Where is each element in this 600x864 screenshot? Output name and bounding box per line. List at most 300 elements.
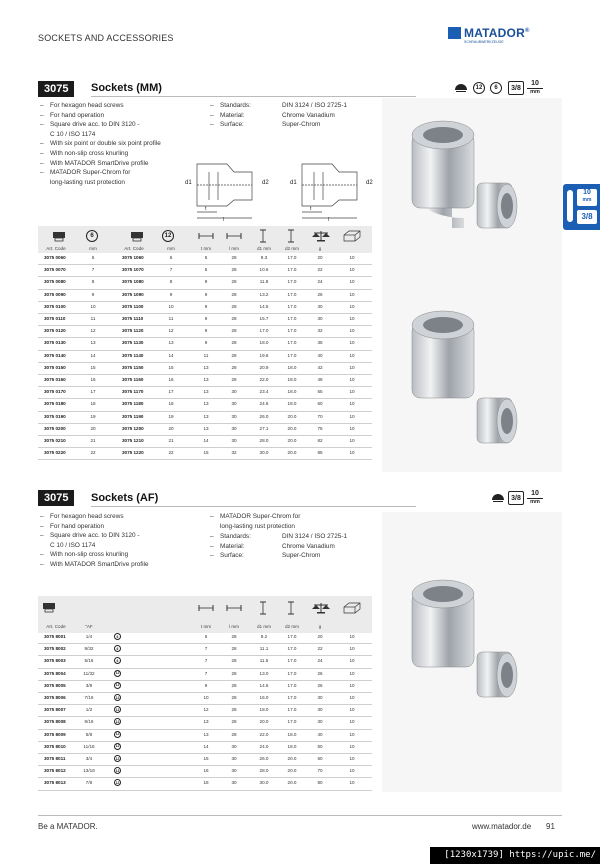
table-cell: 12 [168, 328, 174, 334]
feature-list: – For hexagon head screws – For hand operation – Square drive acc. to DIN 3120 - C 10 / ISO 1174 – With non-slip cross knurling – With MATADOR SmartDrive profile [40, 512, 200, 570]
table-cell: 10 [349, 731, 355, 737]
tab-drive-badge: 3/8 [577, 210, 597, 224]
table-cell: 40 [317, 352, 323, 358]
article-code: 3075 1070 [122, 267, 144, 273]
footer-url[interactable]: www.matador.de [472, 822, 532, 831]
table-cell: 10 [349, 756, 355, 761]
table-cell: 14.6 [259, 682, 269, 688]
row-divider [38, 423, 372, 424]
table-cell: 28 [231, 377, 237, 382]
table-cell: 28 [231, 303, 237, 309]
socket-dimension-diagram [182, 160, 382, 222]
diameter-d1-icon [259, 601, 267, 615]
table-cell: 13.0 [259, 670, 269, 676]
table-cell: 20.0 [259, 719, 269, 725]
table-cell: 18.0 [259, 340, 269, 346]
table-cell: 13 [203, 719, 209, 725]
table-cell: 3/8 [85, 682, 93, 688]
column-header: d2 mm [284, 246, 300, 251]
table-cell: 17.0 [287, 316, 297, 321]
column-header: Art. Code [124, 246, 144, 251]
table-cell: 7/8 [85, 780, 93, 786]
article-code: 3075 1090 [122, 291, 144, 297]
table-cell: 10 [349, 695, 355, 700]
table-cell: 19.6 [259, 352, 269, 358]
column-header: mm [167, 246, 175, 251]
row-divider [38, 655, 372, 656]
d1-label: d1 [290, 180, 297, 186]
profile-icon [114, 743, 121, 750]
row-divider [38, 777, 372, 778]
article-code: 3075 1150 [122, 364, 144, 370]
table-cell: 18.0 [287, 401, 297, 407]
article-code: 3075 1220 [122, 450, 144, 456]
column-header: t mm [200, 246, 212, 251]
profile-icon [114, 657, 121, 664]
article-code: 3075 8003 [44, 658, 66, 664]
row-divider [38, 643, 372, 644]
table-cell: 80 [317, 780, 323, 786]
table-cell: 13 [203, 389, 209, 395]
row-divider [38, 459, 372, 460]
column-header: d1 mm [256, 246, 272, 251]
table-cell: 30 [317, 719, 323, 725]
table-cell: 5 [204, 255, 208, 260]
article-code: 3075 0120 [44, 328, 66, 334]
table-cell: 10 [349, 340, 355, 346]
column-header: mm [89, 246, 97, 251]
table-cell: 28 [231, 340, 237, 346]
10-mm-icon: 10 mm [527, 80, 543, 96]
table-cell: 20 [317, 634, 323, 639]
product-photo [382, 512, 562, 792]
table-cell: 5/16 [84, 658, 94, 664]
table-cell: 28 [231, 328, 237, 334]
profile-icon [114, 731, 121, 738]
row-divider [38, 289, 372, 290]
length-l-icon [226, 604, 242, 612]
table-cell: 9/16 [84, 719, 94, 725]
table-cell: 16.0 [259, 695, 269, 700]
article-code: 3075 0170 [44, 389, 66, 395]
table-cell: 28.0 [259, 768, 269, 774]
table-cell: 21 [90, 438, 96, 443]
table-cell: 11.1 [259, 646, 269, 652]
category-tab[interactable] [563, 184, 600, 230]
profile-label: 12 [115, 695, 120, 700]
table-cell: 28 [231, 291, 237, 297]
table-cell: 17.0 [287, 328, 297, 334]
sockets-af-table [38, 596, 372, 796]
table-cell: 9 [204, 682, 208, 688]
table-cell: 28 [231, 364, 237, 370]
table-cell: 32 [317, 328, 323, 334]
spec-list: – Standards: DIN 3124 / ISO 2725-1 – Material: Chrome Vanadium – Surface: Super-Chrom [210, 532, 410, 561]
row-divider [38, 301, 372, 302]
l-label: l [223, 217, 225, 222]
table-cell: 18.0 [287, 389, 297, 395]
article-code: 3075 0090 [44, 291, 66, 297]
table-cell: 10 [349, 682, 355, 688]
table-cell: 10 [90, 303, 96, 309]
article-code: 3075 1120 [122, 328, 144, 334]
column-header: g [318, 624, 322, 629]
table-cell: 20 [317, 255, 323, 260]
drive-icon [453, 81, 469, 95]
socket-illustration [382, 98, 562, 472]
row-divider [38, 411, 372, 412]
table-cell: 22 [317, 267, 323, 273]
table-cell: 17 [168, 389, 174, 395]
profile-label: 12 [115, 768, 120, 773]
brand-name: MATADOR® [464, 26, 530, 40]
table-cell: 20 [168, 425, 174, 431]
article-code: 3075 8012 [44, 768, 66, 774]
table-cell: 22 [168, 450, 174, 456]
table-cell: 70 [317, 768, 323, 774]
table-cell: 26 [317, 670, 323, 676]
table-cell: 35 [317, 340, 323, 346]
table-cell: 20.0 [287, 438, 297, 443]
table-cell: 17.0 [259, 328, 269, 334]
table-cell: 18 [90, 401, 96, 407]
table-cell: 14 [203, 743, 209, 749]
table-cell: 10 [349, 291, 355, 297]
table-cell: 10 [349, 438, 355, 443]
table-cell: 13 [203, 377, 209, 382]
table-cell: 9.3 [260, 255, 268, 260]
profile-icon [114, 718, 121, 725]
table-cell: 13/16 [83, 768, 95, 774]
table-cell: 18.0 [287, 377, 297, 382]
table-cell: 17.0 [287, 695, 297, 700]
table-cell: 28 [231, 707, 237, 713]
wrench-icon [567, 190, 573, 222]
table-cell: 10 [349, 389, 355, 395]
socket-head-icon [42, 602, 56, 613]
table-cell: 70 [317, 413, 323, 419]
table-cell: 60 [317, 756, 323, 761]
profile-icon [114, 706, 121, 713]
table-cell: 82 [317, 438, 323, 443]
table-cell: 17.0 [287, 646, 297, 652]
row-divider [38, 753, 372, 754]
table-cell: 40 [317, 731, 323, 737]
article-code: 3075 0080 [44, 279, 66, 285]
table-cell: 10 [349, 255, 355, 260]
table-cell: 22 [317, 646, 323, 652]
6-point-icon [86, 230, 98, 242]
table-cell: 9 [204, 279, 208, 285]
table-cell: 12 [203, 707, 209, 713]
table-cell: 9 [204, 303, 208, 309]
diameter-d2-icon [287, 229, 295, 243]
brand-logo [448, 26, 530, 44]
3/8-drive-icon: 3/8 [508, 81, 524, 95]
article-code: 3075 8006 [44, 695, 66, 700]
article-code: 3075 1060 [122, 255, 144, 260]
profile-icon [114, 779, 121, 786]
row-divider [38, 398, 372, 399]
table-cell: 9/32 [84, 646, 94, 652]
table-cell: 14.5 [259, 303, 269, 309]
table-cell: 10 [349, 780, 355, 786]
table-cell: 13 [90, 340, 96, 346]
profile-label: 12 [115, 756, 120, 761]
article-code: 3075 0150 [44, 364, 66, 370]
column-header: Art. Code [46, 246, 66, 251]
article-code: 3075 0190 [44, 413, 66, 419]
table-cell: 30 [231, 413, 237, 419]
table-cell: 26.0 [259, 413, 269, 419]
table-cell: 28 [231, 682, 237, 688]
table-cell: 7 [204, 670, 208, 676]
article-code: 3075 8007 [44, 707, 66, 713]
table-cell: 14 [203, 438, 209, 443]
table-cell: 7 [169, 267, 173, 273]
header-title: SOCKETS AND ACCESSORIES [38, 33, 174, 43]
row-divider [38, 313, 372, 314]
article-code: 3075 8001 [44, 634, 66, 639]
table-cell: 10 [349, 768, 355, 774]
d2-label: d2 [366, 180, 373, 186]
table-cell: 28 [231, 719, 237, 725]
table-cell: 11/16 [83, 743, 95, 749]
table-cell: 17.0 [287, 267, 297, 273]
article-code: 3075 0110 [44, 316, 66, 321]
article-code: 3075 0220 [44, 450, 66, 456]
profile-label: 12 [115, 719, 120, 724]
weight-icon [312, 602, 330, 614]
article-code: 3075 1080 [122, 279, 144, 285]
article-code: 3075 0200 [44, 425, 66, 431]
table-cell: 8 [169, 279, 173, 285]
table-cell: 27.1 [259, 425, 269, 431]
table-cell: 20 [90, 425, 96, 431]
table-cell: 11 [90, 316, 96, 321]
article-code: 3075 8008 [44, 719, 66, 725]
article-code: 3075 8009 [44, 731, 66, 737]
table-cell: 18.0 [287, 364, 297, 370]
table-cell: 22 [90, 450, 96, 456]
row-divider [38, 386, 372, 387]
table-cell: 15.7 [259, 316, 269, 321]
table-cell: 30 [317, 707, 323, 713]
table-cell: 8 [91, 279, 95, 285]
table-cell: 11.5 [259, 658, 269, 664]
table-cell: 16 [90, 377, 96, 382]
t-label: t [310, 206, 312, 212]
10-mm-icon: 10 mm [527, 490, 543, 506]
feature-list: – For hexagon head screws – For hand operation – Square drive acc. to DIN 3120 - C 10 / ISO 1174 – With six point or double six point profile – With non-slip cross knurling – With MATADOR SmartDrive profile – MATADOR Super-Chrom for long-lasting rust protection [40, 101, 200, 187]
table-cell: 26.0 [259, 756, 269, 761]
table-cell: 10 [168, 303, 174, 309]
row-divider [38, 692, 372, 693]
table-cell: 22.0 [259, 377, 269, 382]
table-cell: 17.0 [287, 279, 297, 285]
table-cell: 55 [317, 389, 323, 395]
table-cell: 9 [169, 291, 173, 297]
table-cell: 10 [349, 413, 355, 419]
table-cell: 6 [91, 255, 95, 260]
row-divider [38, 704, 372, 705]
article-code: 3075 1130 [122, 340, 144, 346]
profile-label: 12 [115, 671, 120, 676]
row-divider [38, 741, 372, 742]
table-cell: 18.0 [287, 731, 297, 737]
article-code: 3075 0070 [44, 267, 66, 273]
profile-label: 12 [115, 780, 120, 785]
article-code: 3075 8002 [44, 646, 66, 652]
table-cell: 5/8 [85, 731, 93, 737]
section-title: Sockets (AF) [91, 492, 159, 504]
row-divider [38, 668, 372, 669]
table-cell: 17 [90, 389, 96, 395]
section-number: 3075 [38, 490, 74, 506]
article-code: 3075 8005 [44, 682, 66, 688]
table-cell: 17.0 [287, 291, 297, 297]
section-number: 3075 [38, 81, 74, 97]
article-code: 3075 1180 [122, 401, 144, 407]
table-cell: 19 [90, 413, 96, 419]
table-cell: 18.0 [287, 743, 297, 749]
diameter-d2-icon [287, 601, 295, 615]
table-cell: 9 [204, 340, 208, 346]
table-cell: 30 [231, 401, 237, 407]
table-cell: 20.0 [287, 425, 297, 431]
table-cell: 50 [317, 743, 323, 749]
article-code: 3075 0210 [44, 438, 66, 443]
table-cell: 20.0 [287, 768, 297, 774]
package-icon [343, 602, 361, 614]
table-cell: 10 [349, 658, 355, 664]
table-cell: 30 [231, 743, 237, 749]
table-cell: 28 [231, 279, 237, 285]
table-cell: 11.8 [259, 279, 269, 285]
table-cell: 6 [169, 255, 173, 260]
row-divider [38, 765, 372, 766]
table-cell: 20.0 [287, 450, 297, 456]
table-cell: 30 [231, 389, 237, 395]
brand-subtitle: SCHRAUBWERKZEUGE [464, 40, 504, 44]
table-cell: 17.0 [287, 707, 297, 713]
table-cell: 6 [204, 634, 208, 639]
table-cell: 28 [231, 352, 237, 358]
article-code: 3075 8010 [44, 743, 66, 749]
profile-label: 6 [114, 645, 121, 652]
6-point-icon: 6 [490, 82, 502, 94]
table-cell: 10 [349, 316, 355, 321]
profile-icon [114, 633, 121, 640]
table-cell: 5 [204, 267, 208, 273]
table-cell: 19 [168, 413, 174, 419]
profile-label: 12 [115, 707, 120, 712]
table-cell: 22.0 [259, 731, 269, 737]
table-cell: 18 [168, 401, 174, 407]
table-cell: 26 [317, 291, 323, 297]
table-cell: 14 [90, 352, 96, 358]
column-header: l mm [229, 624, 239, 629]
table-cell: 20.9 [259, 364, 269, 370]
table-cell: 15 [90, 364, 96, 370]
article-code: 3075 0180 [44, 401, 66, 407]
column-header: t mm [200, 624, 212, 629]
profile-label: 12 [115, 683, 120, 688]
row-divider [38, 337, 372, 338]
table-cell: 28 [231, 634, 237, 639]
table-cell: 30.0 [259, 780, 269, 786]
table-cell: 60 [317, 401, 323, 407]
table-cell: 1/4 [85, 634, 93, 639]
table-cell: 30 [231, 768, 237, 774]
article-code: 3075 8011 [44, 756, 66, 761]
table-cell: 16 [203, 768, 209, 774]
table-cell: 17.0 [287, 634, 297, 639]
length-l-icon [226, 232, 242, 240]
d1-label: d1 [185, 180, 192, 186]
table-cell: 18 [203, 780, 209, 786]
column-header: Art. Code [46, 624, 66, 629]
length-t-icon [198, 232, 214, 240]
profile-label: 6 [114, 633, 121, 640]
article-code: 3075 0100 [44, 303, 66, 309]
table-cell: 9 [91, 291, 95, 297]
12-point-label: 12 [162, 230, 174, 242]
table-cell: 15 [168, 364, 174, 370]
table-cell: 28 [231, 731, 237, 737]
article-code: 3075 1140 [122, 352, 144, 358]
article-code: 3075 8013 [44, 780, 66, 786]
table-cell: 28.0 [259, 438, 269, 443]
table-cell: 13 [203, 364, 209, 370]
tab-mm-badge: 10 mm [577, 189, 597, 206]
row-divider [38, 716, 372, 717]
article-code: 3075 8004 [44, 670, 66, 676]
table-cell: 7 [91, 267, 95, 273]
l-label: l [328, 217, 330, 222]
profile-icon [114, 645, 121, 652]
table-cell: 13 [203, 425, 209, 431]
table-cell: 24 [317, 279, 323, 285]
table-cell: 28 [231, 316, 237, 321]
article-code: 3075 0160 [44, 377, 66, 382]
12-point-icon: 12 [473, 82, 485, 94]
article-code: 3075 1190 [122, 413, 144, 419]
table-cell: 30 [231, 438, 237, 443]
section-title: Sockets (MM) [91, 82, 162, 94]
package-icon [343, 230, 361, 242]
row-divider [38, 374, 372, 375]
row-divider [38, 790, 372, 791]
table-cell: 75 [317, 425, 323, 431]
profile-icon [114, 694, 121, 701]
table-cell: 10 [349, 743, 355, 749]
table-cell: 20.0 [287, 780, 297, 786]
table-cell: 10 [349, 401, 355, 407]
row-divider [38, 264, 372, 265]
socket-head-icon [52, 231, 66, 242]
table-cell: 10 [349, 634, 355, 639]
table-cell: 17.0 [287, 670, 297, 676]
column-header: d2 mm [284, 624, 300, 629]
column-header: d1 mm [256, 624, 272, 629]
row-divider [38, 325, 372, 326]
table-cell: 20.0 [287, 413, 297, 419]
row-divider [38, 680, 372, 681]
table-cell: 13 [203, 401, 209, 407]
table-cell: 11 [168, 316, 174, 321]
table-cell: 20.0 [287, 756, 297, 761]
